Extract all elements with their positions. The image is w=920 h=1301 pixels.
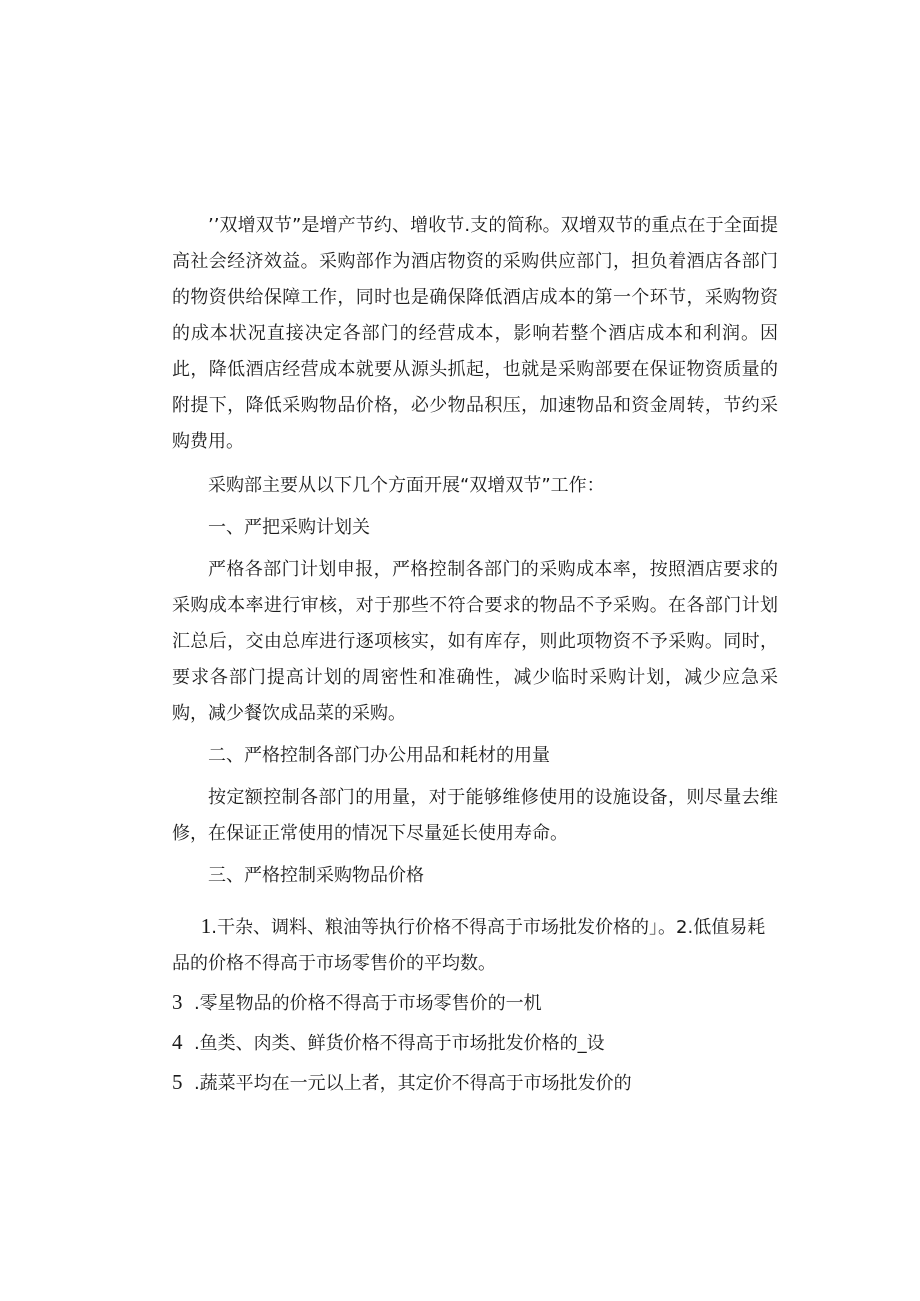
list-item-1-text: .干杂、调料、粮油等执行价格不得高于市场批发价格的」。2.低值易耗品的价格不得高于市场零售价的平均数。 (172, 917, 766, 974)
list-item-3-text: .零星物品的价格不得高于市场零售价的一机 (193, 993, 542, 1014)
list-item-3-number: 3 (172, 990, 183, 1014)
list-item-5 (172, 1064, 778, 1102)
intro-paragraph: ’’双增双节”是增产节约、增收节.支的简称。双增双节的重点在于全面提高社会经济效益。采购部作为酒店物资的采购供应部门，担负着酒店各部门的物资供给保障工作，同时也是确保降低酒店成本的第一个环节，采购物资的成本状况直接决定各部门的经营成本，影响若整个酒店成本和利润。因此，降低酒店经营成本就要从源头抓起，也就是采购部要在保证物资质量的附提下，降低采购物品价格，必少物品积压，加速物品和资金周转，节约采购费用。 (172, 215, 778, 452)
section-1-body: 严格各部门计划申报，严格控制各部门的采购成本率，按照酒店要求的采购成本率进行审核，对于那些不符合要求的物品不予采购。在各部门计划汇总后，交由总库进行逐项核实，如有库存，则此项物资不予采购。同时，要求各部门提高计划的周密性和准确性，减少临时采购计划，减少应急采购，减少餐饮成品菜的采购。 (172, 559, 778, 724)
section-2-body: 按定额控制各部门的用量，对于能够维修使用的设施设备，则尽量去维修，在保证正常使用的情况下尽量延长使用寿命。 (172, 787, 778, 844)
list-item-5-text: .蔬菜平均在一元以上者，其定价不得高于市场批发价的 (193, 1073, 632, 1094)
list-item-4-text: .鱼类、肉类、鲜货价格不得高于市场批发价格的_设 (193, 1033, 605, 1054)
list-item-4 (172, 1024, 778, 1062)
list-item-4-number: 4 (172, 1030, 183, 1054)
section-3-title: 三、严格控制采购物品价格 (208, 865, 424, 886)
section-2-title: 二、严格控制各部门办公用品和耗材的用量 (208, 745, 550, 766)
list-item-3 (172, 984, 778, 1022)
document-body (172, 208, 778, 1102)
list-item-5-number: 5 (172, 1070, 183, 1094)
lead-paragraph: 采购部主要从以下几个方面开展“双增双节”工作： (208, 475, 605, 496)
list-item-1-number: 1 (200, 914, 212, 938)
section-1-title: 一、严把采购计划关 (208, 517, 370, 538)
list-item-1 (172, 908, 778, 982)
